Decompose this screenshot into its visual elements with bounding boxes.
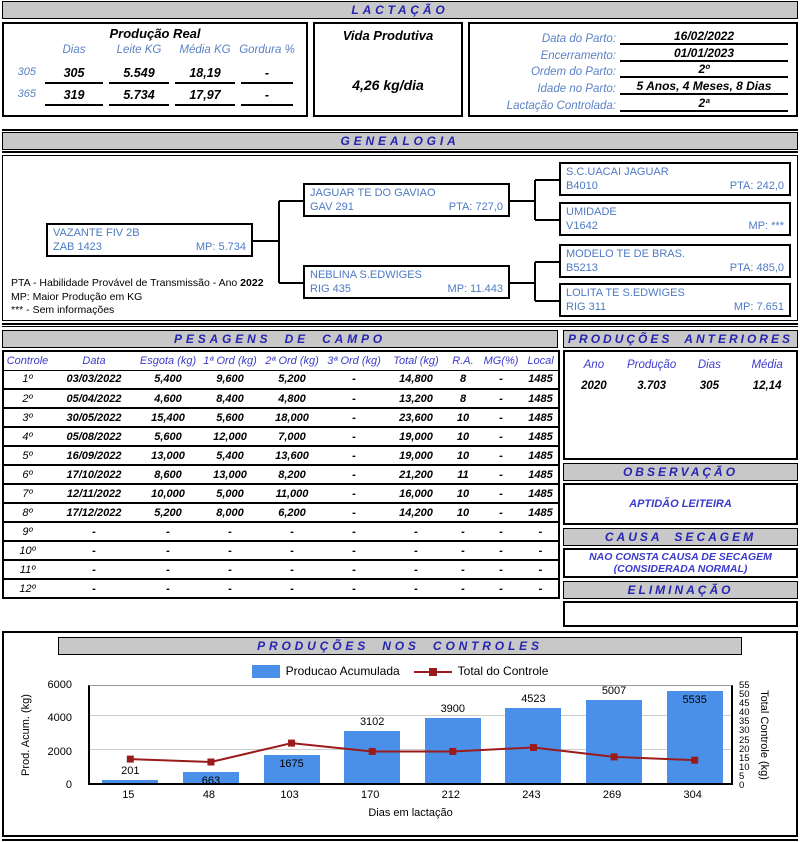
producoes-anteriores-title: PRODUÇÕES ANTERIORES bbox=[563, 330, 798, 348]
x-axis-tick: 212 bbox=[441, 789, 460, 801]
genealogy-title: GENEALOGIA bbox=[2, 132, 798, 150]
table-cell: 19,000 bbox=[385, 446, 447, 465]
bar-value-label: 4523 bbox=[521, 692, 546, 705]
animal-code: ZAB 1423 bbox=[53, 241, 102, 253]
table-cell: - bbox=[479, 427, 523, 446]
y-axis-right-tick: 25 bbox=[739, 734, 750, 746]
producao-real-panel bbox=[2, 22, 308, 117]
table-cell: 17/12/2022 bbox=[51, 503, 137, 522]
table-cell: - bbox=[51, 522, 137, 541]
genealogy-section bbox=[2, 129, 798, 327]
producoes-anteriores-table bbox=[565, 354, 796, 396]
table-cell: 9,600 bbox=[199, 370, 261, 389]
table-cell: - bbox=[323, 370, 385, 389]
vida-produtiva-title: Vida Produtiva bbox=[342, 28, 434, 43]
gp-name: UMIDADE bbox=[566, 206, 617, 218]
table-cell: - bbox=[166, 582, 170, 595]
table-cell: - bbox=[323, 465, 385, 484]
y-axis-right-tick: 55 bbox=[739, 680, 750, 691]
table-cell: - bbox=[447, 522, 479, 541]
line-total-do-controle bbox=[90, 686, 735, 786]
table-row bbox=[3, 446, 559, 465]
x-axis-tick: 170 bbox=[361, 789, 380, 801]
table-cell: - bbox=[479, 484, 523, 503]
x-axis-tick: 48 bbox=[202, 789, 216, 801]
column-header: MG(%) bbox=[479, 351, 523, 370]
table-cell: 7,000 bbox=[261, 427, 323, 446]
table-cell: 4,800 bbox=[261, 389, 323, 408]
table-cell: 1485 bbox=[523, 503, 559, 522]
table-cell: 5,200 bbox=[261, 370, 323, 389]
legend-sem-info: *** - Sem informações bbox=[11, 304, 115, 316]
producao-real-table bbox=[8, 44, 302, 106]
table-cell: 16,000 bbox=[385, 484, 447, 503]
x-axis-tick: 15 bbox=[122, 789, 135, 801]
table-cell: - bbox=[352, 582, 356, 595]
chart-area bbox=[6, 679, 794, 837]
column-header: 2ª Ord (kg) bbox=[261, 351, 323, 370]
table-cell: 5,400 bbox=[199, 446, 261, 465]
field-label: Data do Parto: bbox=[541, 32, 616, 45]
field-label: Idade no Parto: bbox=[537, 83, 616, 96]
dam-stat: MP: 11.443 bbox=[447, 283, 503, 295]
table-cell: - bbox=[137, 541, 199, 560]
table-row bbox=[3, 522, 559, 541]
table-cell: 5,600 bbox=[137, 427, 199, 446]
table-cell: - bbox=[261, 541, 323, 560]
table-cell: - bbox=[137, 560, 199, 579]
y-axis-right-tick: 20 bbox=[739, 743, 750, 755]
bar-value-label: 1675 bbox=[279, 758, 304, 771]
table-header-row bbox=[3, 351, 559, 370]
table-cell: - bbox=[199, 522, 261, 541]
table-cell: 1485 bbox=[523, 446, 559, 465]
table-cell: 1485 bbox=[523, 389, 559, 408]
field-value: 5 Anos, 4 Meses, 8 Dias bbox=[620, 79, 788, 95]
table-cell: 11º bbox=[3, 560, 51, 579]
causa-line2: (CONSIDERADA NORMAL) bbox=[613, 563, 748, 575]
gp-code: B5213 bbox=[566, 262, 598, 274]
table-cell: 14,200 bbox=[385, 503, 447, 522]
table-cell: - bbox=[479, 389, 523, 408]
x-axis-tick: 269 bbox=[602, 789, 622, 801]
y-axis-right-tick: 30 bbox=[739, 725, 750, 737]
table-cell: - bbox=[523, 522, 559, 541]
field-label: Lactação Controlada: bbox=[506, 99, 616, 112]
table-cell: 4,600 bbox=[137, 389, 199, 408]
table-cell: 10 bbox=[447, 503, 479, 522]
table-row bbox=[3, 408, 559, 427]
y-axis-right-tick: 15 bbox=[739, 752, 750, 764]
value-cell: - bbox=[241, 86, 293, 106]
table-row bbox=[3, 370, 559, 389]
table-cell: 2º bbox=[3, 389, 51, 408]
table-row bbox=[3, 427, 559, 446]
chart-section bbox=[2, 631, 798, 837]
pesagens-table bbox=[2, 350, 560, 599]
gp-stat: PTA: 485,0 bbox=[729, 262, 784, 274]
right-column bbox=[563, 330, 798, 627]
table-cell: 3º bbox=[3, 408, 51, 427]
y-axis-left-tick: 0 bbox=[65, 779, 72, 791]
table-cell: - bbox=[290, 582, 294, 595]
value-cell: 17,97 bbox=[175, 86, 235, 106]
observacao-panel bbox=[563, 483, 798, 525]
causa-line1: NAO CONSTA CAUSA DE SECAGEM bbox=[589, 551, 772, 563]
table-cell: - bbox=[323, 427, 385, 446]
producao-real-title: Produção Real bbox=[109, 26, 201, 41]
legend-mp: MP: Maior Produção em KG bbox=[11, 290, 143, 303]
column-header: 1ª Ord (kg) bbox=[199, 351, 261, 370]
sire-code: GAV 291 bbox=[310, 201, 354, 213]
table-cell: 13,000 bbox=[137, 446, 199, 465]
gp-code: V1642 bbox=[566, 220, 598, 232]
legend-bar-label: Producao Acumulada bbox=[285, 664, 400, 678]
pedigree-legend bbox=[11, 277, 264, 318]
table-cell: 3.703 bbox=[637, 380, 667, 392]
gp-name: MODELO TE DE BRAS. bbox=[566, 248, 685, 260]
chart-title: PRODUÇÕES NOS CONTROLES bbox=[58, 637, 742, 655]
table-cell: 6,200 bbox=[261, 503, 323, 522]
table-cell: 05/08/2022 bbox=[51, 427, 137, 446]
table-cell: 10 bbox=[447, 408, 479, 427]
table-row bbox=[3, 579, 559, 598]
value-cell: 5.549 bbox=[109, 64, 169, 84]
table-cell: - bbox=[447, 541, 479, 560]
animal-node bbox=[46, 223, 253, 257]
sire-stat: PTA: 727,0 bbox=[448, 201, 503, 213]
field-label: Ordem do Parto: bbox=[530, 66, 616, 79]
table-cell: 8,600 bbox=[137, 465, 199, 484]
field-row bbox=[474, 45, 788, 62]
table-cell: 13,000 bbox=[199, 465, 261, 484]
dam-name: NEBLINA S.EDWIGES bbox=[310, 269, 422, 281]
chart-legend bbox=[6, 663, 794, 679]
table-cell: 11 bbox=[447, 465, 479, 484]
table-cell: 1485 bbox=[523, 408, 559, 427]
table-cell: 6º bbox=[3, 465, 51, 484]
x-axis-tick: 243 bbox=[522, 789, 541, 801]
dam-code: RIG 435 bbox=[310, 283, 351, 295]
bar-value-label: 5007 bbox=[601, 684, 627, 697]
table-cell: - bbox=[538, 582, 543, 595]
value-cell: 18,19 bbox=[175, 64, 235, 84]
col-dias: Dias bbox=[62, 44, 86, 56]
table-cell: - bbox=[137, 522, 199, 541]
table-cell: 10 bbox=[447, 484, 479, 503]
pesagens-title: PESAGENS DE CAMPO bbox=[2, 330, 558, 348]
table-cell: 13,600 bbox=[261, 446, 323, 465]
table-cell: - bbox=[323, 503, 385, 522]
table-cell: 12,14 bbox=[752, 380, 782, 392]
page-title: LACTAÇÃO bbox=[2, 1, 798, 19]
gp-stat: PTA: 242,0 bbox=[729, 180, 784, 192]
field-row bbox=[474, 28, 788, 45]
table-cell: 12,000 bbox=[199, 427, 261, 446]
table-cell: - bbox=[323, 446, 385, 465]
table-cell: - bbox=[51, 560, 137, 579]
table-cell: 13,200 bbox=[385, 389, 447, 408]
table-cell: - bbox=[385, 522, 447, 541]
bar-value-label: 5535 bbox=[682, 693, 707, 706]
y-axis-right-title: Total Controle (kg) bbox=[758, 690, 770, 780]
table-cell: 12/11/2022 bbox=[51, 484, 137, 503]
column-header: Total (kg) bbox=[385, 351, 447, 370]
table-cell: - bbox=[499, 582, 503, 595]
table-cell: - bbox=[479, 541, 523, 560]
bar-value-label: 201 bbox=[121, 764, 140, 777]
table-cell: - bbox=[199, 541, 261, 560]
table-row bbox=[3, 389, 559, 408]
bar-value-label: 663 bbox=[201, 774, 221, 787]
table-cell: 4º bbox=[3, 427, 51, 446]
column-header: R.A. bbox=[447, 351, 479, 370]
plot-area bbox=[88, 685, 733, 785]
table-cell: - bbox=[323, 484, 385, 503]
table-cell: 19,000 bbox=[385, 427, 447, 446]
table-row bbox=[3, 465, 559, 484]
table-cell: 14,800 bbox=[385, 370, 447, 389]
field-value: 2º bbox=[620, 62, 788, 78]
table-cell: 8,400 bbox=[199, 389, 261, 408]
row-label-305: 305 bbox=[17, 66, 36, 78]
column-header: Ano bbox=[583, 359, 605, 371]
y-axis-right-tick: 45 bbox=[739, 698, 750, 710]
grandsire-maternal-node bbox=[559, 244, 791, 278]
granddam-maternal-node bbox=[559, 283, 791, 317]
column-header: Local bbox=[523, 351, 559, 370]
table-cell: - bbox=[323, 408, 385, 427]
observacao-text: APTIDÃO LEITEIRA bbox=[629, 498, 732, 510]
y-axis-left-title: Prod. Acum. (kg) bbox=[20, 694, 32, 776]
table-cell: - bbox=[323, 541, 385, 560]
table-cell: 8,200 bbox=[261, 465, 323, 484]
table-cell: 05/04/2022 bbox=[51, 389, 137, 408]
table-cell: 1º bbox=[3, 370, 51, 389]
table-cell: - bbox=[385, 560, 447, 579]
col-leite: Leite KG bbox=[116, 44, 162, 56]
vida-produtiva-value: 4,26 kg/dia bbox=[352, 77, 424, 93]
table-cell: 8,000 bbox=[199, 503, 261, 522]
pesagens-section bbox=[2, 330, 558, 627]
column-header: Controle bbox=[3, 351, 51, 370]
table-cell: 16/09/2022 bbox=[51, 446, 137, 465]
table-cell: 11,000 bbox=[261, 484, 323, 503]
table-cell: - bbox=[523, 560, 559, 579]
table-cell: 5º bbox=[3, 446, 51, 465]
column-header: Esgota (kg) bbox=[137, 351, 199, 370]
field-label: Encerramento: bbox=[540, 49, 616, 62]
col-gordura: Gordura % bbox=[239, 44, 295, 56]
gp-stat: MP: 7.651 bbox=[733, 301, 784, 313]
pedigree-tree bbox=[2, 155, 798, 321]
gp-stat: MP: *** bbox=[748, 220, 784, 232]
field-row bbox=[474, 78, 788, 95]
table-cell: - bbox=[92, 582, 96, 595]
table-cell: - bbox=[479, 522, 523, 541]
col-media: Média KG bbox=[179, 44, 231, 56]
table-cell: - bbox=[228, 582, 232, 595]
table-cell: - bbox=[414, 582, 418, 595]
bar-value-label: 3102 bbox=[359, 716, 385, 729]
table-cell: - bbox=[323, 389, 385, 408]
table-cell: 7º bbox=[3, 484, 51, 503]
table-cell: 1485 bbox=[523, 370, 559, 389]
y-axis-right-tick: 10 bbox=[739, 761, 750, 773]
observacao-title: OBSERVAÇÃO bbox=[563, 463, 798, 481]
y-axis-right-tick: 50 bbox=[739, 689, 750, 701]
legend-bar-swatch bbox=[252, 665, 280, 678]
gp-name: LOLITA TE S.EDWIGES bbox=[566, 287, 685, 299]
column-header: Produção bbox=[627, 359, 677, 371]
table-cell: 5,600 bbox=[199, 408, 261, 427]
table-cell: - bbox=[479, 560, 523, 579]
table-cell: - bbox=[51, 541, 137, 560]
gp-name: S.C.UACAI JAGUAR bbox=[566, 166, 669, 178]
table-row bbox=[3, 484, 559, 503]
table-row bbox=[3, 560, 559, 579]
animal-stat: MP: 5.734 bbox=[195, 241, 246, 253]
value-cell: 319 bbox=[45, 86, 103, 106]
y-axis-right-tick: 35 bbox=[739, 716, 750, 728]
table-cell: 8º bbox=[3, 503, 51, 522]
table-cell: 5,400 bbox=[137, 370, 199, 389]
table-cell: 305 bbox=[699, 380, 719, 392]
y-axis-left-tick: 6000 bbox=[47, 679, 72, 691]
causa-secagem-title: CAUSA SECAGEM bbox=[563, 528, 798, 546]
table-cell: - bbox=[479, 370, 523, 389]
bar-value-label: 3900 bbox=[440, 703, 466, 715]
row-label-365: 365 bbox=[17, 88, 36, 100]
table-cell: - bbox=[323, 522, 385, 541]
table-row bbox=[3, 541, 559, 560]
table-cell: 03/03/2022 bbox=[51, 370, 137, 389]
y-axis-left-tick: 2000 bbox=[47, 745, 72, 758]
table-cell: 5,200 bbox=[137, 503, 199, 522]
table-cell: 8 bbox=[447, 370, 479, 389]
granddam-paternal-node bbox=[559, 202, 791, 236]
x-axis-tick: 304 bbox=[683, 789, 702, 801]
field-value: 2ª bbox=[620, 96, 788, 112]
dam-node bbox=[303, 265, 510, 299]
eliminacao-panel bbox=[563, 601, 798, 627]
causa-secagem-panel bbox=[563, 548, 798, 578]
table-cell: 10,000 bbox=[137, 484, 199, 503]
lactation-report bbox=[2, 1, 798, 841]
table-cell: 9º bbox=[3, 522, 51, 541]
gp-code: RIG 311 bbox=[566, 301, 607, 313]
table-cell: - bbox=[447, 560, 479, 579]
table-cell: - bbox=[479, 465, 523, 484]
table-cell: 2020 bbox=[581, 380, 607, 392]
table-cell: - bbox=[261, 522, 323, 541]
table-cell: - bbox=[261, 560, 323, 579]
value-cell: 305 bbox=[45, 64, 103, 84]
table-row bbox=[565, 376, 796, 396]
legend-line-label: Total do Controle bbox=[457, 664, 549, 678]
y-axis-right-tick: 5 bbox=[739, 770, 745, 782]
column-header: Data bbox=[51, 351, 137, 370]
x-axis-title: Dias em lactação bbox=[368, 807, 453, 819]
table-cell: 21,200 bbox=[385, 465, 447, 484]
table-header-row bbox=[565, 354, 796, 376]
eliminacao-title: ELIMINAÇÃO bbox=[563, 581, 798, 599]
table-cell: 1485 bbox=[523, 484, 559, 503]
legend-pta: PTA - Habilidade Provável de Transmissão - Ano 2022 bbox=[11, 277, 264, 289]
table-cell: 12º bbox=[19, 582, 36, 595]
producoes-anteriores-panel bbox=[563, 350, 798, 460]
sire-name: JAGUAR TE DO GAVIAO bbox=[310, 187, 436, 199]
table-cell: 30/05/2022 bbox=[51, 408, 137, 427]
field-value: 01/01/2023 bbox=[620, 46, 788, 62]
y-axis-right-tick: 40 bbox=[739, 707, 750, 719]
table-cell: 23,600 bbox=[385, 408, 447, 427]
table-cell: - bbox=[479, 446, 523, 465]
table-cell: - bbox=[461, 582, 465, 595]
table-cell: - bbox=[385, 541, 447, 560]
gp-code: B4010 bbox=[566, 180, 598, 192]
table-cell: 5,000 bbox=[199, 484, 261, 503]
animal-name: VAZANTE FIV 2B bbox=[53, 227, 140, 239]
table-cell: 8 bbox=[447, 389, 479, 408]
table-cell: 15,400 bbox=[137, 408, 199, 427]
field-row bbox=[474, 95, 788, 112]
table-cell: - bbox=[323, 560, 385, 579]
summary-row bbox=[2, 22, 798, 117]
parto-panel bbox=[468, 22, 798, 117]
y-axis-right-tick: 0 bbox=[739, 780, 745, 791]
table-cell: - bbox=[199, 560, 261, 579]
sire-node bbox=[303, 183, 510, 217]
column-header: 3ª Ord (kg) bbox=[323, 351, 385, 370]
table-cell: - bbox=[479, 408, 523, 427]
grandsire-paternal-node bbox=[559, 162, 791, 196]
table-cell: 10º bbox=[3, 541, 51, 560]
x-axis-tick: 103 bbox=[280, 789, 299, 801]
legend-line-swatch bbox=[414, 665, 452, 678]
table-cell: - bbox=[523, 541, 559, 560]
field-row bbox=[474, 62, 788, 79]
table-cell: 10 bbox=[447, 427, 479, 446]
table-cell: 17/10/2022 bbox=[51, 465, 137, 484]
table-cell: 1485 bbox=[523, 427, 559, 446]
table-cell: 10 bbox=[447, 446, 479, 465]
field-value: 16/02/2022 bbox=[620, 29, 788, 45]
table-cell: 18,000 bbox=[261, 408, 323, 427]
table-cell: 1485 bbox=[523, 465, 559, 484]
table-cell: - bbox=[479, 503, 523, 522]
column-header: Média bbox=[751, 359, 783, 371]
value-cell: - bbox=[241, 64, 293, 84]
table-row bbox=[3, 503, 559, 522]
column-header: Dias bbox=[697, 359, 721, 371]
y-axis-left-tick: 4000 bbox=[47, 712, 72, 725]
value-cell: 5.734 bbox=[109, 86, 169, 106]
vida-produtiva-panel bbox=[313, 22, 463, 117]
